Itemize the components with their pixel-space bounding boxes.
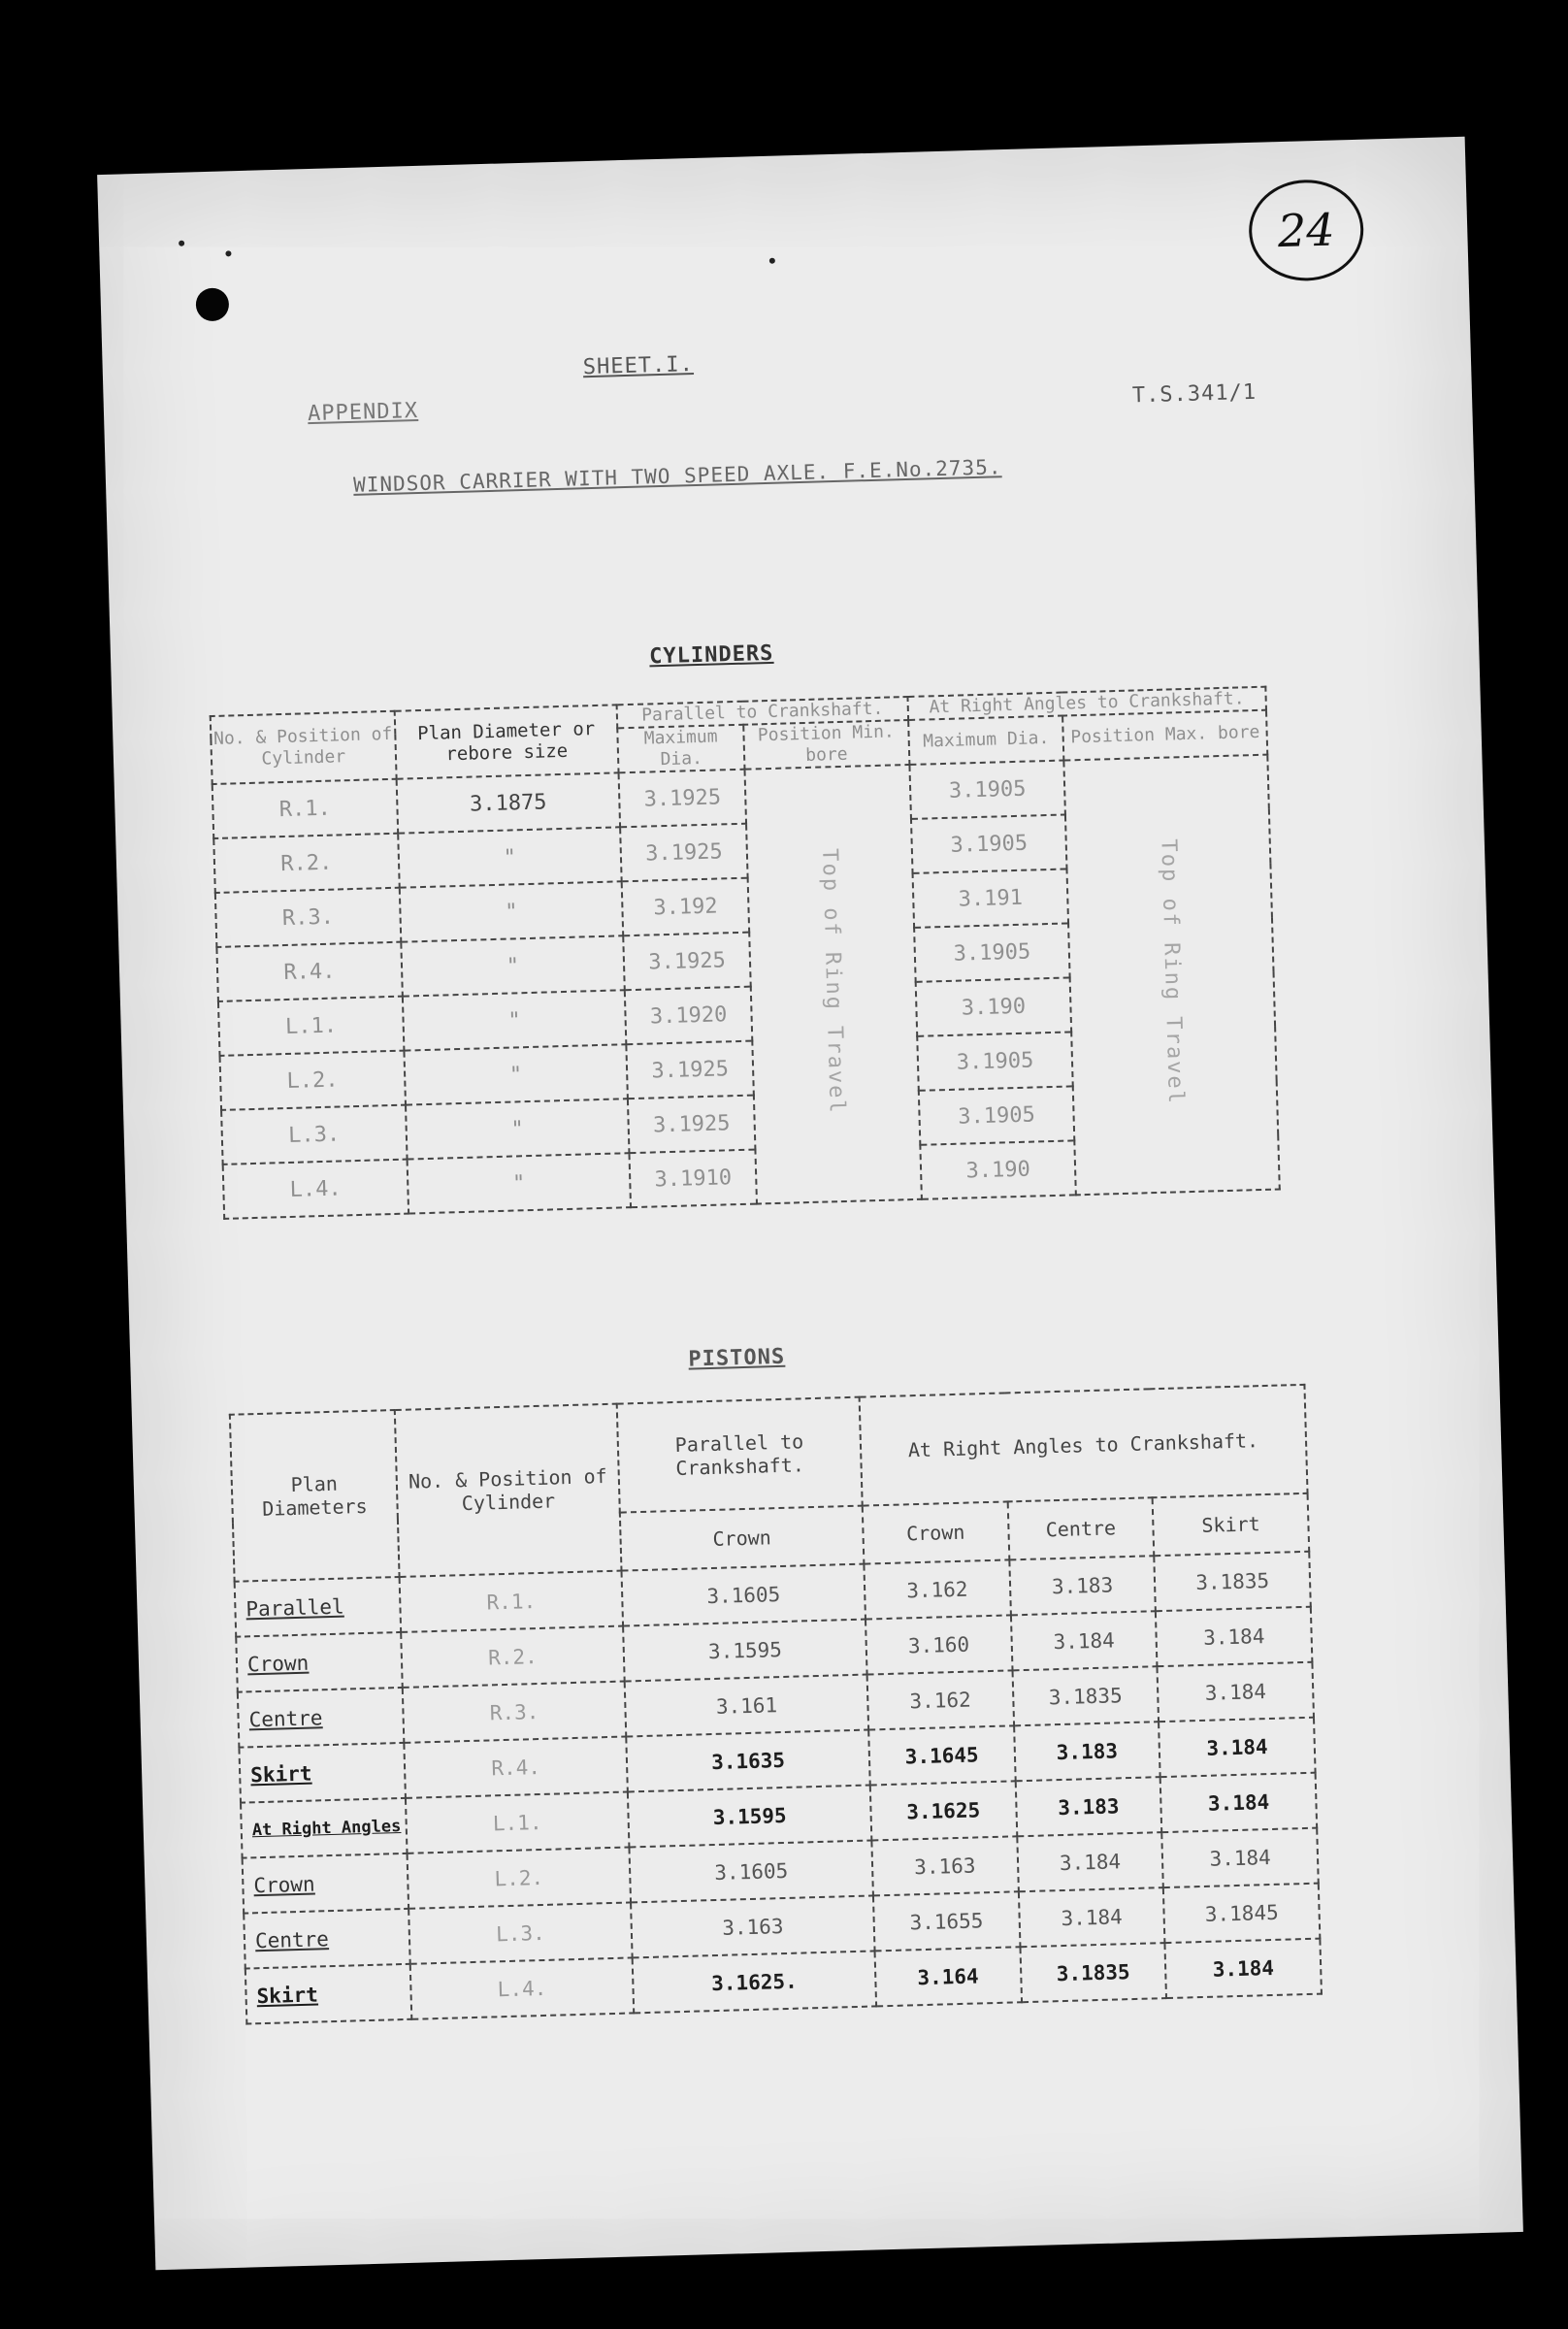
cell-right-skirt: 3.1845 <box>1163 1884 1320 1943</box>
punch-hole <box>195 287 229 321</box>
cell-position: L.3. <box>408 1902 633 1963</box>
col-centre-header: Centre <box>1007 1497 1154 1559</box>
parallel-note: Top of Ring Travel <box>817 847 849 1115</box>
cell-parallel: 3.1920 <box>625 987 752 1045</box>
cell-right-crown: 3.1655 <box>873 1891 1020 1951</box>
cell-plan: At Right Angles <box>241 1798 407 1858</box>
col-position-max-header: Position Max. bore <box>1062 710 1267 761</box>
cell-right-crown: 3.160 <box>866 1615 1012 1674</box>
cell-right-skirt: 3.184 <box>1158 1662 1314 1722</box>
col-position-header: No. & Position of Cylinder <box>211 711 397 784</box>
cell-right: 3.1905 <box>909 761 1065 819</box>
appendix-label: APPENDIX <box>307 398 419 427</box>
cell-right-skirt: 3.184 <box>1162 1828 1319 1887</box>
cell-parallel: 3.1910 <box>630 1150 757 1208</box>
cell-parallel: 3.1925 <box>628 1096 755 1154</box>
cell-right-crown: 3.164 <box>874 1947 1021 2006</box>
cell-right-skirt: 3.184 <box>1156 1607 1312 1666</box>
cell-diameter: 3.1875 <box>396 772 620 833</box>
cell-position: L.4. <box>410 1957 635 2018</box>
col-parallel-group-header: Parallel to Crankshaft. <box>617 697 908 728</box>
cell-position: R.2. <box>213 834 399 893</box>
cell-right: 3.1905 <box>911 814 1067 872</box>
reference-number: T.S.341/1 <box>1131 379 1258 409</box>
cell-parallel: 3.192 <box>622 878 749 936</box>
cell-right-crown: 3.162 <box>864 1559 1010 1619</box>
col-plan-header: Plan Diameters <box>230 1410 400 1582</box>
cell-diameter: " <box>401 935 625 996</box>
cell-plan: Skirt <box>239 1743 405 1803</box>
cell-parallel: 3.1925 <box>623 933 750 991</box>
cell-diameter: " <box>399 881 623 941</box>
col-diameter-header: Plan Diameter or rebore size <box>394 705 618 778</box>
cell-position: L.2. <box>220 1051 406 1110</box>
cell-right-centre: 3.184 <box>1010 1611 1157 1670</box>
cell-right-centre: 3.183 <box>1015 1777 1161 1836</box>
cell-right-centre: 3.184 <box>1018 1887 1164 1947</box>
cell-position: R.4. <box>216 942 402 1001</box>
col-parallel-header: Parallel to Crankshaft. <box>617 1397 863 1513</box>
cell-plan: Parallel <box>235 1577 401 1637</box>
cell-right-skirt: 3.184 <box>1159 1718 1315 1777</box>
cell-position: L.4. <box>223 1160 408 1219</box>
cell-right-skirt: 3.1835 <box>1155 1552 1311 1611</box>
cell-parallel-crown: 3.161 <box>625 1675 868 1737</box>
col-crown2-header: Crown <box>863 1501 1009 1563</box>
speck <box>225 250 231 256</box>
right-note: Top of Ring Travel <box>1156 837 1189 1105</box>
cell-parallel: 3.1925 <box>619 770 746 828</box>
document-title: WINDSOR CARRIER WITH TWO SPEED AXLE. F.E.No.2735. <box>352 455 1002 497</box>
cell-right-note <box>1064 755 1280 1196</box>
page-number: 24 <box>1277 203 1336 258</box>
cell-parallel-crown: 3.1605 <box>622 1564 866 1626</box>
cell-position: L.1. <box>406 1791 630 1853</box>
cell-diameter: " <box>404 1044 628 1104</box>
cell-parallel-crown: 3.1595 <box>623 1620 866 1682</box>
col-position-header: No. & Position of Cylinder <box>395 1404 622 1577</box>
cell-right-crown: 3.162 <box>866 1670 1013 1729</box>
cell-right-crown: 3.1625 <box>870 1781 1017 1840</box>
cell-diameter: " <box>403 990 627 1050</box>
cell-position: R.3. <box>403 1682 627 1743</box>
document-sheet <box>97 137 1523 2271</box>
cell-position: R.1. <box>212 779 398 838</box>
cell-parallel-crown: 3.1605 <box>630 1840 873 1902</box>
cell-plan: Centre <box>244 1909 409 1969</box>
cell-plan: Skirt <box>245 1964 411 2024</box>
cell-right-centre: 3.183 <box>1009 1556 1156 1615</box>
cell-right-centre: 3.1835 <box>1012 1666 1159 1725</box>
cell-position: L.2. <box>407 1847 631 1908</box>
cell-position: R.2. <box>401 1626 625 1688</box>
col-crown-header: Crown <box>620 1506 864 1571</box>
col-right-header: At Right Angles to Crankshaft. <box>859 1385 1307 1506</box>
cell-plan: Crown <box>243 1853 408 1914</box>
sheet-label: SHEET.I. <box>582 352 695 380</box>
cell-right: 3.190 <box>915 977 1071 1035</box>
col-right-group-header: At Right Angles to Crankshaft. <box>907 687 1266 720</box>
cell-parallel-note <box>744 765 921 1204</box>
pistons-table <box>229 1384 1323 2025</box>
col-max-dia-header: Maximum Dia. <box>617 725 744 773</box>
pistons-heading: PISTONS <box>688 1344 786 1372</box>
cell-right-centre: 3.1835 <box>1020 1943 1166 2002</box>
cell-parallel-crown: 3.163 <box>631 1895 874 1957</box>
cell-plan: Centre <box>238 1688 404 1748</box>
cell-parallel-crown: 3.1635 <box>627 1730 870 1792</box>
cell-right: 3.190 <box>920 1140 1076 1198</box>
cell-diameter: " <box>398 827 622 887</box>
cell-right: 3.1905 <box>918 1086 1074 1144</box>
cell-diameter: " <box>407 1153 631 1213</box>
cell-parallel-crown: 3.1595 <box>628 1786 871 1848</box>
cell-right: 3.1905 <box>917 1032 1073 1090</box>
cell-right: 3.1905 <box>914 923 1070 981</box>
col-position-min-header: Position Min. bore <box>743 720 909 770</box>
cell-plan: Crown <box>236 1632 402 1692</box>
cell-right: 3.191 <box>912 869 1068 927</box>
col-max-dia2-header: Maximum Dia. <box>908 716 1064 765</box>
cell-position: R.3. <box>215 888 401 947</box>
cell-right-skirt: 3.184 <box>1160 1773 1317 1832</box>
page-number-circle <box>1248 179 1365 282</box>
cell-diameter: " <box>406 1099 630 1159</box>
cell-right-skirt: 3.184 <box>1165 1939 1322 1998</box>
speck <box>179 241 184 246</box>
cell-right-centre: 3.183 <box>1014 1722 1160 1781</box>
cell-right-crown: 3.163 <box>871 1836 1018 1895</box>
col-skirt-header: Skirt <box>1153 1493 1309 1556</box>
cell-right-centre: 3.184 <box>1017 1832 1163 1891</box>
cylinders-table <box>210 686 1281 1220</box>
cell-position: L.1. <box>218 997 404 1056</box>
cell-right-crown: 3.1645 <box>868 1725 1015 1785</box>
cell-position: R.1. <box>399 1571 623 1632</box>
cell-parallel: 3.1925 <box>620 824 747 882</box>
cylinders-heading: CYLINDERS <box>648 640 774 670</box>
speck <box>769 258 775 264</box>
cell-position: R.4. <box>404 1737 628 1798</box>
cell-parallel-crown: 3.1625. <box>633 1951 876 2013</box>
cell-position: L.3. <box>221 1105 407 1164</box>
cell-parallel: 3.1925 <box>627 1041 754 1099</box>
